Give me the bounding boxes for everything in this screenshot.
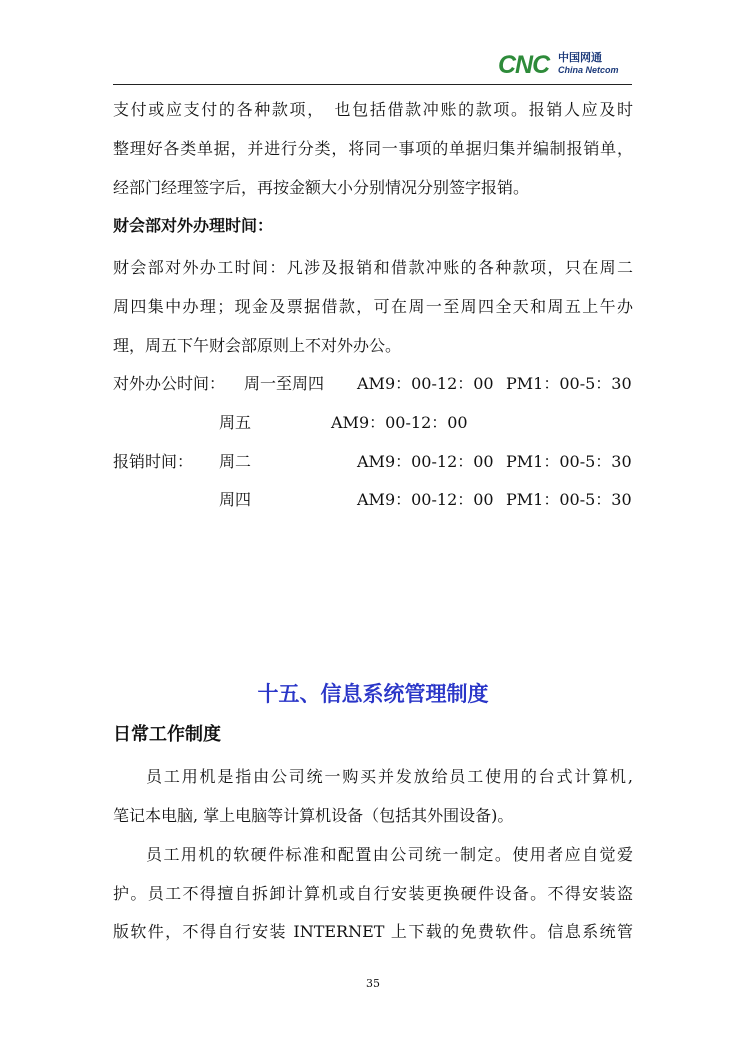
reimbursement-am-1: AM9：00-12：00 — [357, 452, 494, 471]
header-rule — [113, 84, 632, 85]
paragraph-line: 版软件，不得自行安装 INTERNET 上下载的免费软件。信息系统管 — [113, 922, 633, 941]
office-hours-heading: 财会部对外办理时间： — [113, 216, 274, 235]
subsection-title: 日常工作制度 — [113, 724, 221, 745]
company-logo — [498, 48, 628, 80]
paragraph-line: 员工用机的软硬件标准和配置由公司统一制定。使用者应自觉爱 — [146, 845, 633, 864]
paragraph-line: 周四集中办理；现金及票据借款，可在周一至周四全天和周五上午办 — [113, 297, 633, 316]
paragraph-line: 笔记本电脑, 掌上电脑等计算机设备（包括其外围设备)。 — [113, 806, 514, 825]
reimbursement-days-1: 周二 — [219, 452, 252, 471]
paragraph-line: 财会部对外办工时间：凡涉及报销和借款冲账的各种款项，只在周二 — [113, 258, 633, 277]
reimbursement-days-2: 周四 — [219, 490, 252, 509]
office-days-2: 周五 — [219, 413, 252, 432]
paragraph-line: 支付或应支付的各种款项， 也包括借款冲账的款项。报销人应及时 — [113, 100, 633, 119]
reimbursement-pm-2: PM1：00-5：30 — [506, 490, 632, 509]
paragraph-line: 理，周五下午财会部原则上不对外办公。 — [113, 336, 402, 355]
paragraph-line: 整理好各类单据，并进行分类，将同一事项的单据归集并编制报销单， — [113, 139, 633, 158]
reimbursement-pm-1: PM1：00-5：30 — [506, 452, 632, 471]
logo-english-name: China Netcom — [558, 65, 619, 75]
logo-cnc-mark: CNC — [498, 51, 550, 79]
office-pm-1: PM1：00-5：30 — [506, 374, 632, 393]
paragraph-line: 员工用机是指由公司统一购买并发放给员工使用的台式计算机, — [146, 767, 633, 786]
reimbursement-label: 报销时间： — [113, 452, 194, 471]
page-number: 35 — [366, 977, 380, 990]
paragraph-line: 经部门经理签字后，再按金额大小分别情况分别签字报销。 — [113, 178, 530, 197]
section-title: 十五、信息系统管理制度 — [257, 682, 489, 706]
logo-chinese-name: 中国网通 — [558, 51, 602, 64]
reimbursement-am-2: AM9：00-12：00 — [357, 490, 494, 509]
office-am-2: AM9：00-12：00 — [331, 413, 468, 432]
paragraph-line: 护。员工不得擅自拆卸计算机或自行安装更换硬件设备。不得安装盗 — [113, 884, 633, 903]
office-am-1: AM9：00-12：00 — [357, 374, 494, 393]
office-hours-label: 对外办公时间： — [113, 374, 226, 393]
office-days-1: 周一至周四 — [244, 374, 325, 393]
